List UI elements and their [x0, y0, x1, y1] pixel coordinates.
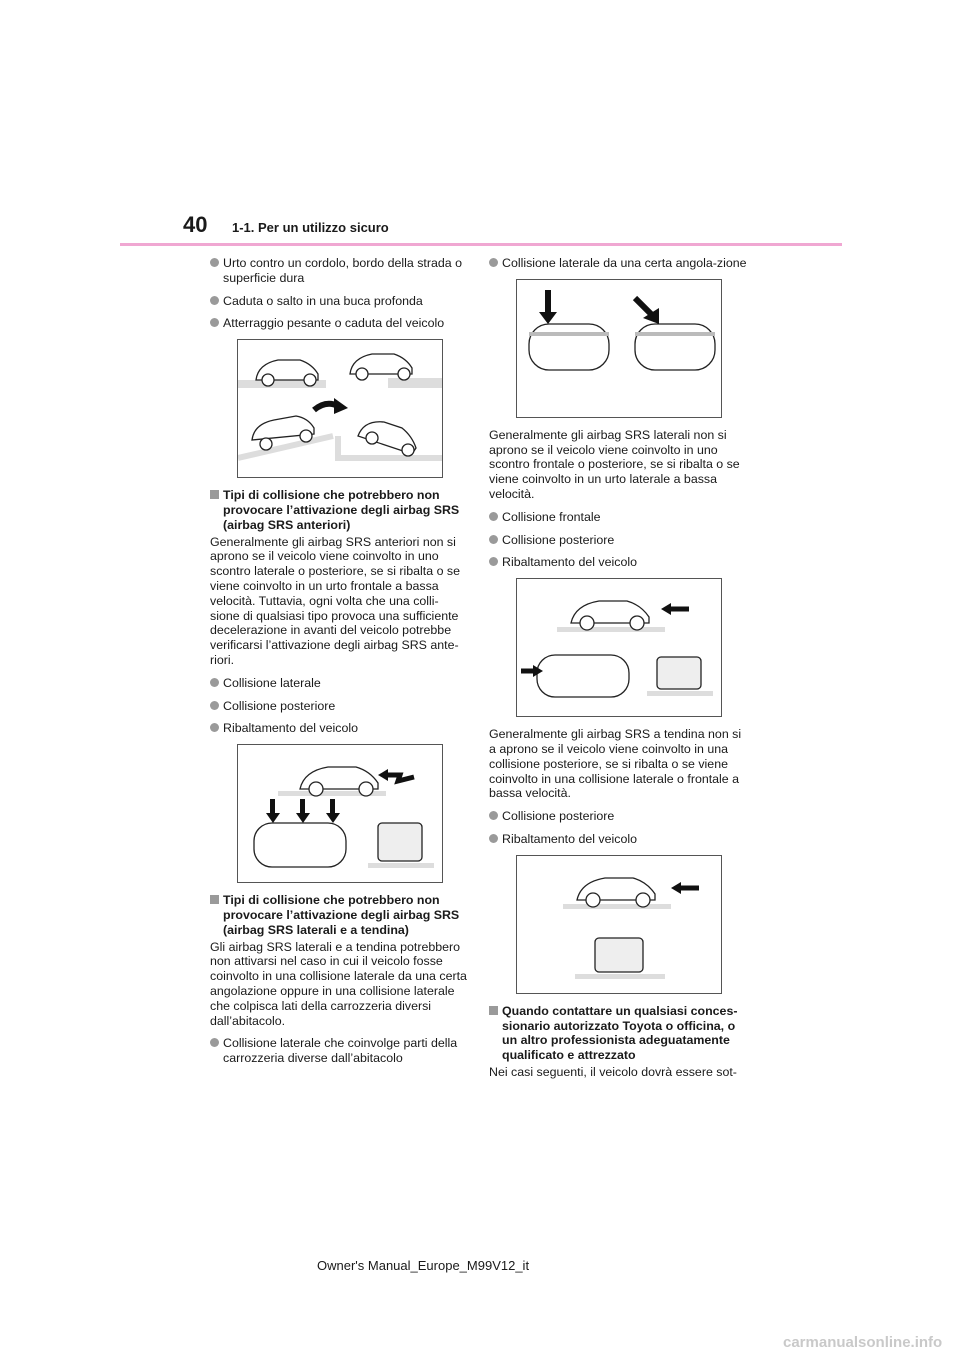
square-bullet-icon — [210, 490, 219, 499]
paragraph: Gli airbag SRS laterali e a tendina potrebbero non attivarsi nel caso in cui il veicolo fosse coinvolto in una collisione laterale da una certa angolazione oppure in una collisione laterale che colpisca lati della carrozzeria diversi dall’abitacolo. — [210, 939, 467, 1028]
bullet-icon — [489, 834, 498, 843]
page-number: 40 — [183, 212, 208, 237]
list-item: Urto contro un cordolo, bordo della strada o superficie dura — [210, 256, 468, 286]
bullet-icon — [489, 258, 498, 267]
list-item: Collisione laterale che coinvolge parti della carrozzeria diverse dall’abitacolo — [210, 1036, 468, 1066]
list-item: Collisione posteriore — [489, 533, 747, 548]
square-bullet-icon — [210, 895, 219, 904]
list-item: Caduta o salto in una buca profonda — [210, 294, 468, 309]
list-item: Collisione laterale da una certa angola-zione — [489, 256, 747, 271]
footer-manual-id: Owner's Manual_Europe_M99V12_it — [317, 1258, 530, 1273]
list-item: Ribaltamento del veicolo — [489, 555, 747, 570]
paragraph: Generalmente gli airbag SRS a tendina non si a aprono se il veicolo viene coinvolto in una collisione posteriore, se si ribalta o se viene coinvolto in una collisione laterale o frontale a bassa velocità. — [489, 727, 742, 801]
list-item: Collisione posteriore — [210, 699, 468, 714]
watermark: carmanualsonline.info — [783, 1334, 943, 1351]
figure-curtain-airbag-nonactivation — [516, 855, 722, 994]
bullet-icon — [210, 296, 219, 305]
list-item: Ribaltamento del veicolo — [210, 721, 468, 736]
bullet-icon — [489, 811, 498, 820]
bullet-icon — [210, 1038, 219, 1047]
figure-front-airbag-nonactivation — [237, 744, 443, 883]
header-rule — [120, 243, 842, 246]
bullet-icon — [489, 512, 498, 521]
bullet-icon — [210, 678, 219, 687]
list-item: Atterraggio pesante o caduta del veicolo — [210, 316, 468, 331]
list-item: Collisione frontale — [489, 510, 747, 525]
bullet-icon — [489, 535, 498, 544]
section-heading: Tipi di collisione che potrebbero non provocare l’attivazione degli airbag SRS (airbag SRS laterali e a tendina) — [210, 893, 468, 937]
section-heading: Quando contattare un qualsiasi conces-sionario autorizzato Toyota o officina, o un altro professionista adeguatamente qualificato e attrezzato — [489, 1004, 747, 1063]
section-heading: Tipi di collisione che potrebbero non provocare l’attivazione degli airbag SRS (airbag SRS anteriori) — [210, 488, 468, 532]
figure-side-airbag-nonactivation — [516, 578, 722, 717]
right-column — [489, 256, 747, 1088]
figure-road-impacts — [237, 339, 443, 478]
list-item: Ribaltamento del veicolo — [489, 832, 747, 847]
bullet-icon — [210, 318, 219, 327]
list-item: Collisione laterale — [210, 676, 468, 691]
section-title: 1-1. Per un utilizzo sicuro — [232, 220, 389, 235]
left-column — [210, 256, 468, 1074]
bullet-icon — [489, 557, 498, 566]
list-item: Collisione posteriore — [489, 809, 747, 824]
bullet-icon — [210, 701, 219, 710]
square-bullet-icon — [489, 1006, 498, 1015]
figure-angled-side-collision — [516, 279, 722, 418]
paragraph: Nei casi seguenti, il veicolo dovrà essere sot- — [489, 1064, 737, 1079]
bullet-icon — [210, 723, 219, 732]
paragraph: Generalmente gli airbag SRS anteriori non si aprono se il veicolo viene coinvolto in uno scontro laterale o posteriore, se si ribalta o se viene coinvolto in un urto frontale a bassa velocità. Tuttavia, ogni volta che una colli-sione di qualsiasi tipo provoca una sufficiente decelerazione in avanti del veicolo potrebbe verificarsi l’attivazione degli airbag SRS ante-riori. — [210, 534, 461, 667]
paragraph: Generalmente gli airbag SRS laterali non si aprono se il veicolo viene coinvolto in uno scontro frontale o posteriore, se si ribalta o se viene coinvolto in un urto laterale a bassa velocità. — [489, 427, 740, 501]
bullet-icon — [210, 258, 219, 267]
